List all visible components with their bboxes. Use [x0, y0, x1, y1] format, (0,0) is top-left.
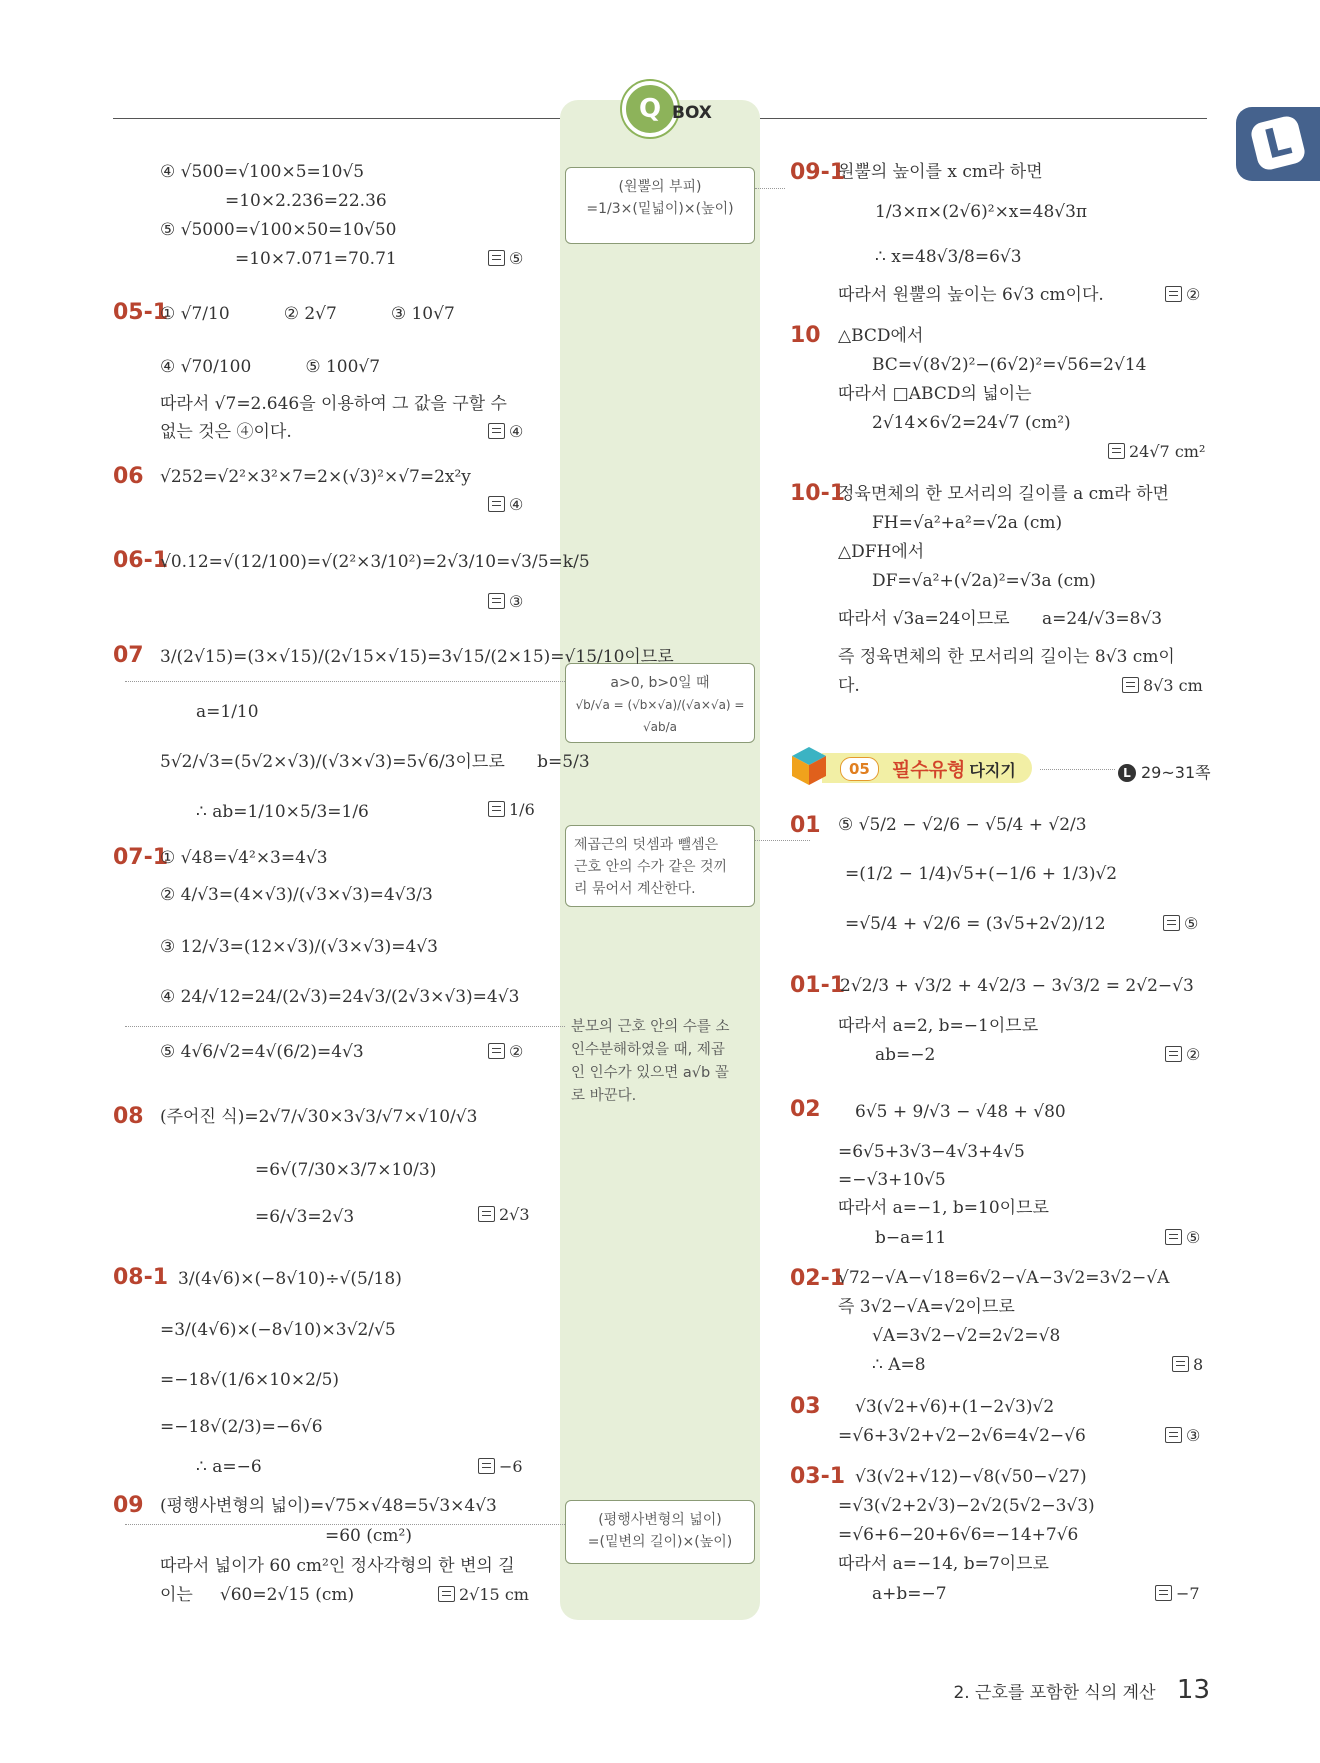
- answer-mark: [1165, 285, 1200, 304]
- solution-line: 즉 정육면체의 한 모서리의 길이는 8√3 cm이: [838, 647, 1175, 667]
- answer-mark: [478, 1205, 530, 1224]
- answer-value: 1/6: [509, 800, 535, 819]
- solution-line: =−18√(2/3)=−6√6: [160, 1417, 323, 1437]
- answer-value: ⑤: [1184, 914, 1199, 933]
- solution-line: √0.12=√(12/100)=√(2²×3/10²)=2√3/10=√3/5=k/5: [160, 552, 590, 572]
- answer-value: 8√3 cm: [1143, 676, 1203, 695]
- solution-line: a+b=−7: [872, 1584, 947, 1604]
- answer-value: ④: [509, 422, 524, 441]
- sidebar-box-addition-rule: [565, 825, 755, 907]
- answer-icon: [1165, 286, 1182, 302]
- solution-line: 따라서 a=2, b=−1이므로: [838, 1016, 1039, 1036]
- solution-line: =√3(√2+2√3)−2√2(5√2−3√3): [838, 1496, 1095, 1516]
- sidebar-note-factorize: [571, 1016, 753, 1108]
- answer-icon: [1172, 1356, 1189, 1372]
- solution-line: ⑤ √5/2 − √2/6 − √5/4 + √2/3: [838, 815, 1087, 835]
- solution-line: =6/√3=2√3: [255, 1207, 355, 1227]
- box-line: 제곱근의 덧셈과 뺄셈은: [574, 837, 719, 853]
- section-tab: [1236, 107, 1320, 181]
- solution-line: ab=−2: [875, 1045, 936, 1065]
- problem-number: 06-1: [113, 548, 169, 573]
- problem-number: 01-1: [790, 973, 846, 998]
- answer-value: ④: [509, 495, 524, 514]
- solution-line: 1/3×π×(2√6)²×x=48√3π: [875, 202, 1088, 222]
- solution-line: =3/(4√6)×(−8√10)×3√2/√5: [160, 1320, 396, 1340]
- solution-line: =√6+3√2+√2−2√6=4√2−√6: [838, 1426, 1086, 1446]
- answer-icon: [478, 1206, 495, 1222]
- problem-number: 09-1: [790, 160, 846, 185]
- problem-number: 07: [113, 643, 144, 668]
- box-line: a>0, b>0일 때: [610, 675, 710, 691]
- problem-number: 02-1: [790, 1266, 846, 1291]
- sidebar-box-cone-volume: [565, 167, 755, 244]
- solution-line: 3/(4√6)×(−8√10)÷√(5/18): [178, 1269, 402, 1289]
- solution-line: △BCD에서: [838, 326, 924, 346]
- banner-subtitle: 다지기: [969, 761, 1016, 780]
- answer-mark: [1163, 914, 1198, 933]
- solution-line: √3(√2+√12)−√8(√50−√27): [855, 1467, 1087, 1487]
- problem-number: 10: [790, 323, 821, 348]
- box-line: =1/3×(밑넓이)×(높이): [586, 201, 734, 217]
- sidebar-box-rationalize: [565, 663, 755, 743]
- solution-line: =10×7.071=70.71: [235, 249, 397, 269]
- solution-line: (평행사변형의 넓이)=√75×√48=5√3×4√3: [160, 1496, 497, 1516]
- problem-number: 09: [113, 1493, 144, 1518]
- problem-number: 06: [113, 464, 144, 489]
- solution-line: 따라서 원뿔의 높이는 6√3 cm이다.: [838, 285, 1104, 305]
- answer-icon: [1122, 677, 1139, 693]
- reference-icon: L: [1118, 764, 1136, 782]
- solution-line: 2√2/3 + √3/2 + 4√2/3 − 3√3/2 = 2√2−√3: [840, 976, 1194, 996]
- answer-mark: [1108, 442, 1205, 461]
- answer-mark: [488, 249, 523, 268]
- answer-icon: [478, 1458, 495, 1474]
- problem-number: 07-1: [113, 845, 169, 870]
- answer-icon: [438, 1586, 455, 1602]
- solution-line: √A=3√2−√2=2√2=√8: [872, 1326, 1061, 1346]
- answer-icon: [1163, 915, 1180, 931]
- banner-number: 05: [840, 757, 879, 781]
- solution-line: =√6+6−20+6√6=−14+7√6: [838, 1525, 1079, 1545]
- solution-line: ② 4/√3=(4×√3)/(√3×√3)=4√3/3: [160, 885, 433, 905]
- page-reference: [1118, 760, 1211, 783]
- banner-title-main: 필수유형: [892, 759, 966, 781]
- box-line: √b/√a = (√b×√a)/(√a×√a) = √ab/a: [575, 698, 745, 734]
- solution-line: ⑤ √5000=√100×50=10√50: [160, 220, 397, 240]
- solution-line: ③ 12/√3=(12×√3)/(√3×√3)=4√3: [160, 937, 438, 957]
- note-line: 로 바꾼다.: [571, 1088, 637, 1104]
- solution-line: 없는 것은 ④이다.: [160, 422, 292, 442]
- answer-mark: [488, 1042, 523, 1061]
- solution-line: √72−√A−√18=6√2−√A−3√2=3√2−√A: [838, 1268, 1170, 1288]
- solution-line: √3(√2+√6)+(1−2√3)√2: [855, 1397, 1055, 1417]
- solution-line: ① √7/10 ② 2√7 ③ 10√7: [160, 304, 455, 324]
- solution-line: 즉 3√2−√A=√2이므로: [838, 1297, 1015, 1317]
- answer-mark: [438, 1585, 529, 1604]
- solution-line: 3/(2√15)=(3×√15)/(2√15×√15)=3√15/(2×15)=√15/10이므로: [160, 647, 674, 667]
- note-line: 인 인수가 있으면 a√b 꼴: [571, 1065, 729, 1081]
- leader-line: [755, 840, 810, 841]
- box-line: =(밑변의 길이)×(높이): [587, 1534, 733, 1550]
- qbox-label: BOX: [672, 103, 712, 123]
- solution-line: 따라서 a=−1, b=10이므로: [838, 1198, 1049, 1218]
- cube-icon: [790, 745, 828, 787]
- solution-line: 따라서 √3a=24이므로 a=24/√3=8√3: [838, 609, 1163, 629]
- solution-line: 5√2/√3=(5√2×√3)/(√3×√3)=5√6/3이므로 b=5/3: [160, 752, 590, 772]
- solution-line: ④ √70/100 ⑤ 100√7: [160, 357, 381, 377]
- answer-mark: [1165, 1228, 1200, 1247]
- answer-value: −7: [1176, 1584, 1200, 1603]
- solution-line: FH=√a²+a²=√2a (cm): [872, 513, 1063, 533]
- section-tab-icon: L: [1249, 114, 1307, 172]
- page-footer: [953, 1675, 1210, 1705]
- problem-number: 08-1: [113, 1265, 169, 1290]
- answer-icon: [488, 250, 505, 266]
- note-line: 인수분해하였을 때, 제곱: [571, 1042, 725, 1058]
- problem-number: 05-1: [113, 300, 169, 325]
- answer-value: 8: [1193, 1355, 1204, 1374]
- solution-line: 원뿔의 높이를 x cm라 하면: [838, 162, 1043, 182]
- solution-line: =6√(7/30×3/7×10/3): [255, 1160, 437, 1180]
- problem-number: 03: [790, 1394, 821, 1419]
- page-number: 13: [1176, 1675, 1210, 1705]
- solution-line: ∴ a=−6: [196, 1457, 262, 1477]
- qbox-icon: Q: [622, 81, 678, 137]
- problem-number: 10-1: [790, 481, 846, 506]
- answer-value: 2√15 cm: [459, 1585, 529, 1604]
- solution-line: BC=√(8√2)²−(6√2)²=√56=2√14: [872, 355, 1147, 375]
- answer-value: 2√3: [499, 1205, 530, 1224]
- box-line: (평행사변형의 넓이): [598, 1512, 722, 1528]
- solution-line: =10×2.236=22.36: [225, 191, 387, 211]
- solution-line: DF=√a²+(√2a)²=√3a (cm): [872, 571, 1096, 591]
- solution-line: ⑤ 4√6/√2=4√(6/2)=4√3: [160, 1042, 364, 1062]
- solution-line: =(1/2 − 1/4)√5+(−1/6 + 1/3)√2: [845, 864, 1118, 884]
- leader-line: [125, 681, 565, 682]
- solution-line: √252=√2²×3²×7=2×(√3)²×√7=2x²y: [160, 467, 471, 487]
- answer-icon: [488, 423, 505, 439]
- reference-pages: 29~31쪽: [1141, 763, 1211, 782]
- problem-number: 02: [790, 1097, 821, 1122]
- solution-line: ④ √500=√100×5=10√5: [160, 162, 365, 182]
- chapter-title: 2. 근호를 포함한 식의 계산: [953, 1683, 1156, 1703]
- answer-value: ②: [1186, 285, 1201, 304]
- solution-line: 따라서 a=−14, b=7이므로: [838, 1554, 1049, 1574]
- solution-line: 이는 √60=2√15 (cm): [160, 1585, 355, 1605]
- answer-icon: [488, 496, 505, 512]
- answer-mark: [488, 592, 523, 611]
- banner-title: [892, 755, 1016, 782]
- answer-mark: [478, 1457, 523, 1476]
- solution-line: 6√5 + 9/√3 − √48 + √80: [855, 1102, 1066, 1122]
- solution-line: 따라서 √7=2.646을 이용하여 그 값을 구할 수: [160, 394, 507, 414]
- answer-icon: [1108, 443, 1125, 459]
- solution-line: ④ 24/√12=24/(2√3)=24√3/(2√3×√3)=4√3: [160, 987, 520, 1007]
- solution-line: 따라서 □ABCD의 넓이는: [838, 384, 1032, 404]
- answer-mark: [1155, 1584, 1200, 1603]
- solution-line: =60 (cm²): [325, 1526, 413, 1546]
- solution-line: ∴ A=8: [872, 1355, 926, 1375]
- answer-icon: [488, 593, 505, 609]
- answer-icon: [488, 1043, 505, 1059]
- answer-mark: [1165, 1045, 1200, 1064]
- solution-line: ∴ x=48√3/8=6√3: [875, 247, 1022, 267]
- answer-value: ③: [509, 592, 524, 611]
- answer-value: −6: [499, 1457, 523, 1476]
- banner-leader: [1040, 769, 1115, 770]
- note-line: 분모의 근호 안의 수를 소: [571, 1019, 730, 1035]
- answer-mark: [488, 800, 535, 819]
- leader-line: [755, 188, 785, 189]
- box-line: 근호 안의 수가 같은 것끼: [574, 859, 728, 875]
- answer-mark: [1165, 1426, 1200, 1445]
- answer-value: ②: [1186, 1045, 1201, 1064]
- solution-line: (주어진 식)=2√7/√30×3√3/√7×√10/√3: [160, 1107, 478, 1127]
- solution-line: 정육면체의 한 모서리의 길이를 a cm라 하면: [838, 484, 1169, 504]
- solution-line: 따라서 넓이가 60 cm²인 정사각형의 한 변의 길: [160, 1556, 515, 1576]
- section-banner: [790, 745, 1035, 789]
- answer-icon: [1165, 1427, 1182, 1443]
- sidebar-box-parallelogram: [565, 1500, 755, 1564]
- answer-icon: [1165, 1229, 1182, 1245]
- answer-value: ②: [509, 1042, 524, 1061]
- solution-line: =√5/4 + √2/6 = (3√5+2√2)/12: [845, 914, 1106, 934]
- answer-mark: [488, 422, 523, 441]
- solution-line: =−√3+10√5: [838, 1170, 946, 1190]
- box-line: 리 묶어서 계산한다.: [574, 881, 696, 897]
- solution-line: a=1/10: [196, 702, 259, 722]
- problem-number: 03-1: [790, 1464, 846, 1489]
- answer-value: 24√7 cm²: [1129, 442, 1206, 461]
- problem-number: 08: [113, 1104, 144, 1129]
- solution-line: ∴ ab=1/10×5/3=1/6: [196, 802, 369, 822]
- answer-icon: [488, 801, 505, 817]
- leader-line: [125, 1026, 565, 1027]
- answer-mark: [1122, 676, 1203, 695]
- answer-value: ⑤: [509, 249, 524, 268]
- solution-line: ① √48=√4²×3=4√3: [160, 848, 328, 868]
- box-line: (원뿔의 부피): [618, 179, 702, 195]
- answer-value: ⑤: [1186, 1228, 1201, 1247]
- answer-value: ③: [1186, 1426, 1201, 1445]
- solution-line: △DFH에서: [838, 542, 925, 562]
- answer-mark: [1172, 1355, 1203, 1374]
- problem-number: 01: [790, 813, 821, 838]
- answer-icon: [1155, 1585, 1172, 1601]
- solution-line: b−a=11: [875, 1228, 947, 1248]
- solution-line: =−18√(1/6×10×2/5): [160, 1370, 340, 1390]
- solution-line: 다.: [838, 676, 860, 696]
- solution-line: 2√14×6√2=24√7 (cm²): [872, 413, 1071, 433]
- solution-line: =6√5+3√3−4√3+4√5: [838, 1142, 1025, 1162]
- answer-icon: [1165, 1046, 1182, 1062]
- answer-mark: [488, 495, 523, 514]
